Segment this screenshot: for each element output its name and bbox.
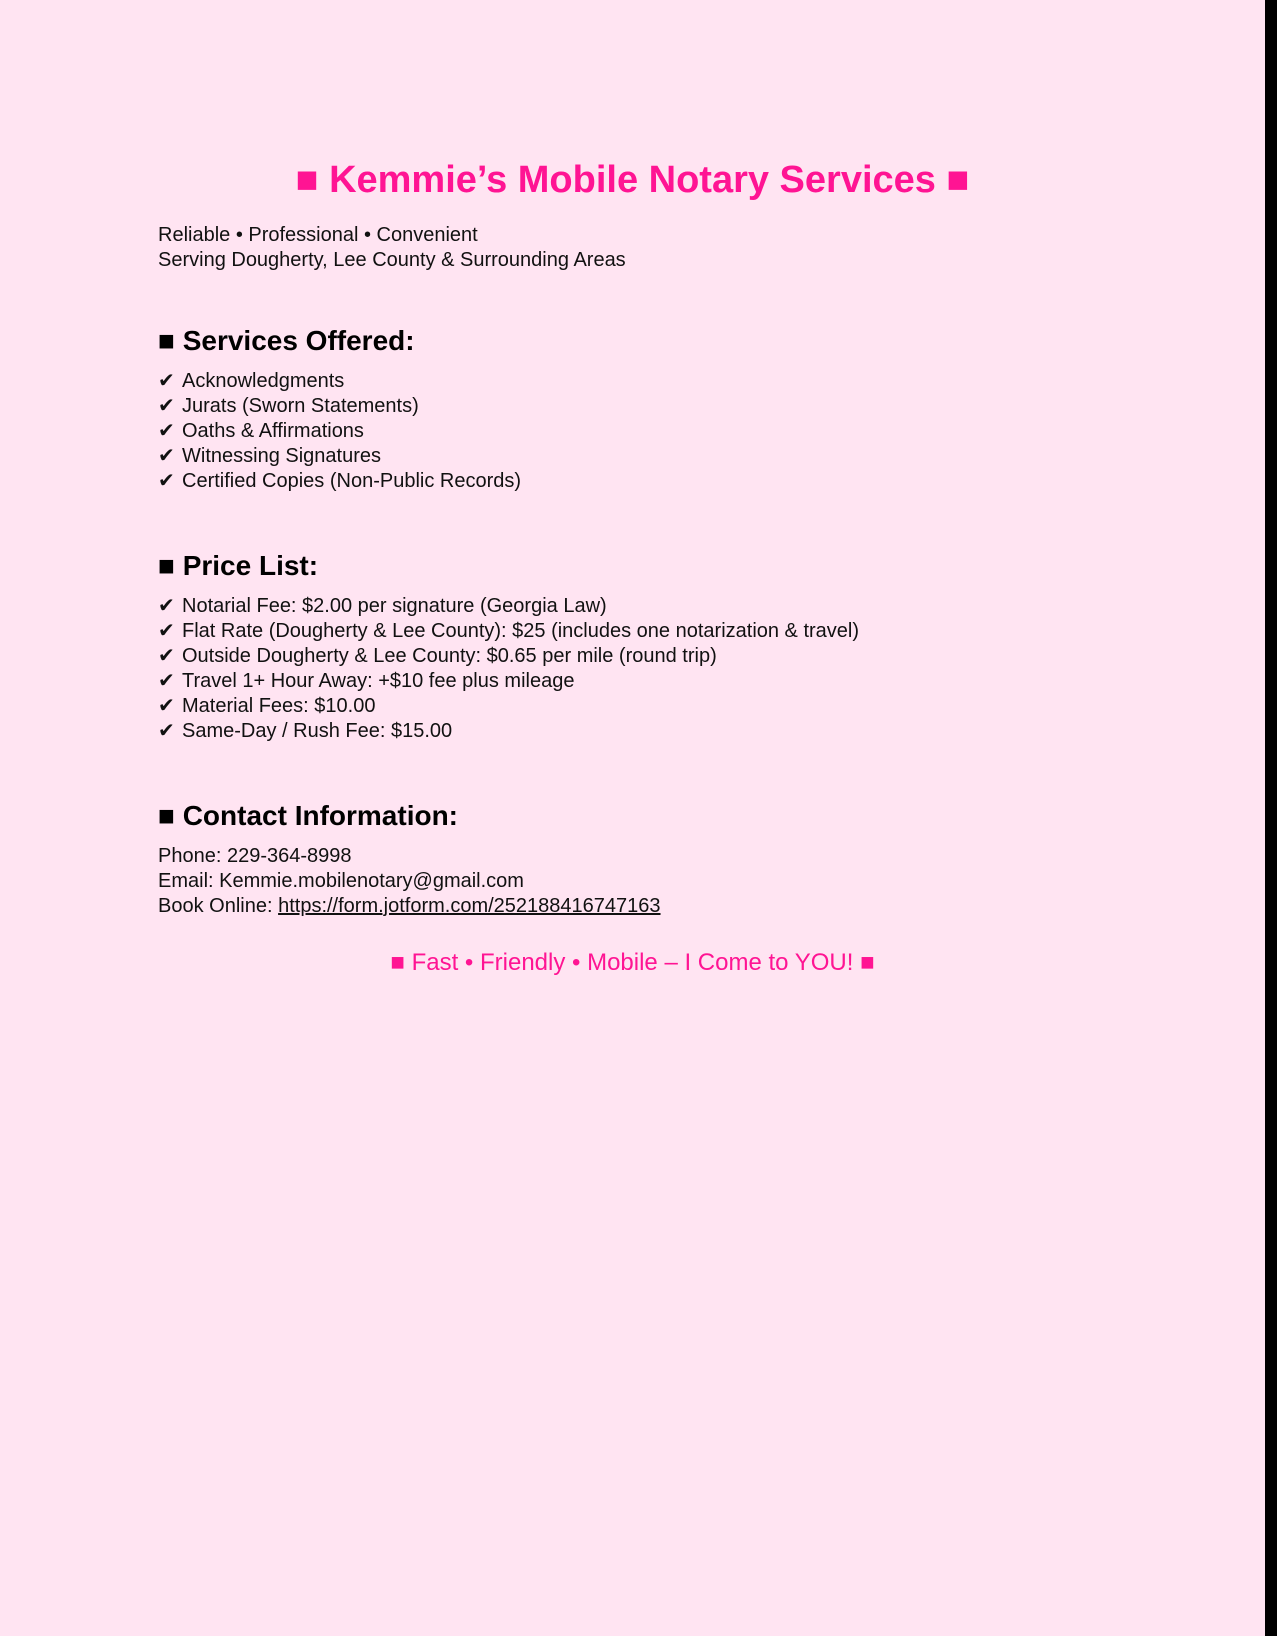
page-title: ■ Kemmie’s Mobile Notary Services ■ (295, 159, 970, 201)
booking-label: Book Online: (158, 895, 279, 917)
email-address[interactable]: Kemmie.mobilenotary@gmail.com (219, 870, 524, 892)
check-icon: ✔ (158, 370, 175, 392)
contact-heading: ■ Contact Information: (158, 800, 459, 831)
service-item-label: Jurats (Sworn Statements) (182, 395, 419, 417)
service-item-label: Acknowledgments (182, 370, 345, 392)
price-item (158, 669, 1238, 694)
service-area: Serving Dougherty, Lee County & Surrounding Areas (158, 249, 626, 271)
booking-link[interactable]: https://form.jotform.com/252188416747163 (278, 895, 661, 917)
service-item (158, 469, 1238, 494)
price-item (158, 594, 1238, 619)
contact-phone (158, 844, 1238, 869)
check-icon: ✔ (158, 470, 175, 492)
service-item (158, 394, 1238, 419)
service-item (158, 419, 1238, 444)
price-item-label: Outside Dougherty & Lee County: $0.65 per mile (round trip) (182, 645, 717, 667)
services-section (158, 323, 1238, 494)
footer-tagline: ■ Fast • Friendly • Mobile – I Come to YOU! ■ (390, 949, 875, 976)
check-icon: ✔ (158, 645, 175, 667)
service-item (158, 369, 1238, 394)
price-item-label: Flat Rate (Dougherty & Lee County): $25 (includes one notarization & travel) (182, 620, 860, 642)
intro-block (158, 223, 1238, 273)
services-heading: ■ Services Offered: (158, 325, 415, 356)
contact-section (158, 798, 1238, 919)
price-heading: ■ Price List: (158, 550, 319, 581)
contact-booking (158, 894, 1238, 919)
price-item (158, 694, 1238, 719)
check-icon: ✔ (158, 445, 175, 467)
service-item (158, 444, 1238, 469)
price-item-label: Material Fees: $10.00 (182, 695, 376, 717)
phone-label: Phone: (158, 845, 227, 867)
price-section (158, 548, 1238, 744)
check-icon: ✔ (158, 595, 175, 617)
service-item-label: Oaths & Affirmations (182, 420, 364, 442)
check-icon: ✔ (158, 420, 175, 442)
price-item-label: Same-Day / Rush Fee: $15.00 (182, 720, 453, 742)
service-item-label: Witnessing Signatures (182, 445, 381, 467)
check-icon: ✔ (158, 395, 175, 417)
service-item-label: Certified Copies (Non-Public Records) (182, 470, 522, 492)
check-icon: ✔ (158, 620, 175, 642)
price-item-label: Notarial Fee: $2.00 per signature (Georgia Law) (182, 595, 607, 617)
email-label: Email: (158, 870, 220, 892)
tagline: Reliable • Professional • Convenient (158, 224, 478, 246)
price-item (158, 719, 1238, 744)
price-item-label: Travel 1+ Hour Away: +$10 fee plus mileage (182, 670, 575, 692)
price-item (158, 619, 1238, 644)
check-icon: ✔ (158, 695, 175, 717)
check-icon: ✔ (158, 720, 175, 742)
phone-number[interactable]: 229-364-8998 (226, 845, 352, 867)
check-icon: ✔ (158, 670, 175, 692)
contact-email (158, 869, 1238, 894)
price-item (158, 644, 1238, 669)
